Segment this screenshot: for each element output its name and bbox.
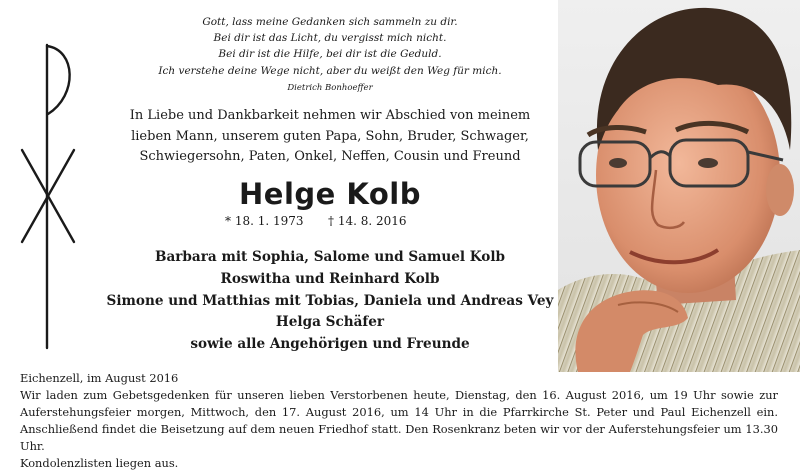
service-notice bbox=[20, 370, 778, 472]
intro-text bbox=[100, 106, 560, 168]
poem-line: Bei dir ist die Hilfe, bei dir ist die Geduld. bbox=[218, 48, 442, 61]
family-line: Roswitha und Reinhard Kolb bbox=[220, 270, 440, 287]
family-line: Barbara mit Sophia, Salome und Samuel Kolb bbox=[154, 249, 506, 265]
poem-line: Bei dir ist das Licht, du vergisst mich nicht. bbox=[213, 32, 447, 45]
portrait-photo bbox=[558, 0, 800, 372]
family-line: Helga Schäfer bbox=[275, 314, 385, 331]
deceased-name: Helge Kolb bbox=[239, 177, 421, 211]
family-line: Simone und Matthias mit Tobias, Daniela und Andreas Vey bbox=[106, 292, 554, 309]
poem-line: Gott, lass meine Gedanken sich sammeln zu dir. bbox=[202, 16, 458, 28]
poem-line: Ich verstehe deine Wege nicht, aber du weißt den Weg für mich. bbox=[158, 64, 502, 77]
death-date: † 14. 8. 2016 bbox=[328, 214, 407, 228]
intro-line: lieben Mann, unserem guten Papa, Sohn, Bruder, Schwager, bbox=[131, 128, 529, 144]
family-line: sowie alle Angehörigen und Freunde bbox=[190, 336, 470, 353]
chi-rho-icon bbox=[18, 40, 82, 355]
birth-date: * 18. 1. 1973 bbox=[225, 214, 304, 228]
poem bbox=[110, 14, 550, 95]
family-list bbox=[80, 247, 580, 356]
intro-line: Schwiegersohn, Paten, Onkel, Neffen, Cousin und Freund bbox=[139, 149, 521, 164]
intro-line: In Liebe und Dankbarkeit nehmen wir Abschied von meinem bbox=[129, 108, 531, 123]
place-date: Eichenzell, im August 2016 bbox=[20, 371, 179, 385]
notice-closing: Kondolenzlisten liegen aus. bbox=[20, 456, 179, 470]
life-dates bbox=[100, 214, 560, 232]
notice-text: Wir laden zum Gebetsgedenken für unseren lieben Verstorbenen heute, Dienstag, den 16. August 2016, um 19 Uhr sowie zur Auferstehungsfeier morgen, Mittwoch, den 17. August 2016, um 14 Uhr in die Pfarrkirche St. Peter und Paul Eichenzell ein. Anschließend findet die Beisetzung auf dem neuen Friedhof statt. Den Rosenkranz beten wir vor der Auferstehungsfeier um 13.30 Uhr. bbox=[20, 388, 778, 453]
poem-author: Dietrich Bonhoeffer bbox=[287, 82, 373, 93]
